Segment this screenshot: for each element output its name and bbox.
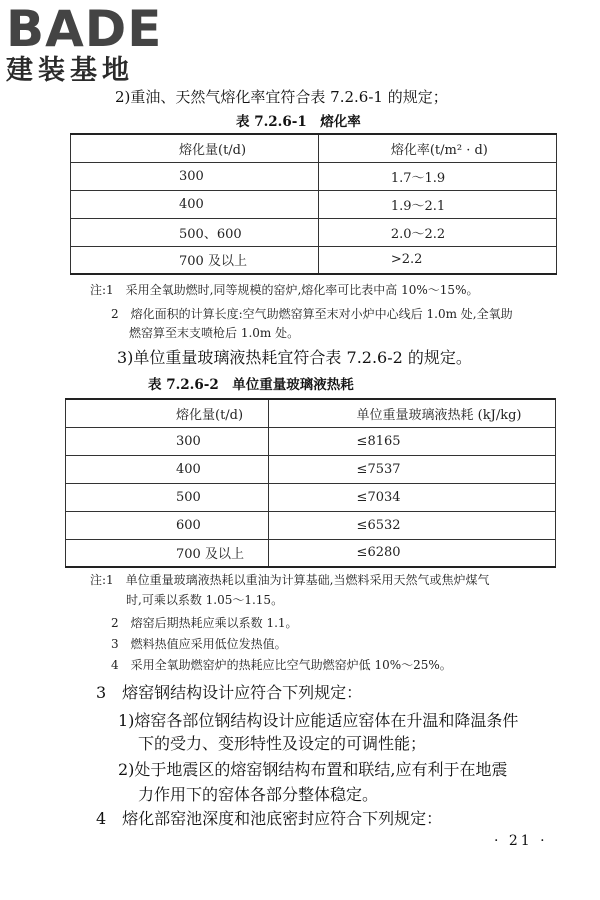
note-line: 2 熔窑后期热耗应乘以系数 1.1。 — [111, 616, 298, 630]
intro-line: 2)重油、天然气熔化率宜符合表 7.2.6-1 的规定； — [115, 88, 448, 106]
table-cell: 600 — [66, 511, 269, 539]
table2-caption: 表 7.2.6-2 单位重量玻璃液热耗 — [148, 377, 354, 393]
table-cell: ≤6280 — [268, 539, 555, 567]
table-row — [66, 455, 556, 483]
table-cell: 1.7～1.9 — [318, 162, 556, 190]
section3-heading: 3 熔窑钢结构设计应符合下列规定： — [96, 683, 363, 702]
table-row — [66, 483, 556, 511]
table-row — [66, 427, 556, 455]
logo-subtitle: 建装基地 — [6, 55, 134, 86]
table-cell: 300 — [66, 427, 269, 455]
table-cell: 700 及以上 — [66, 539, 269, 567]
table-row — [66, 539, 556, 567]
table-heat-consumption — [65, 398, 556, 568]
table-row — [71, 246, 557, 274]
table-row — [71, 162, 557, 190]
page-number: · 21 · — [494, 833, 548, 849]
table-cell: 700 及以上 — [71, 246, 319, 274]
item3-line: 3)单位重量玻璃液热耗宜符合表 7.2.6-2 的规定。 — [117, 348, 472, 367]
table-header-cell: 熔化量(t/d) — [66, 399, 269, 427]
table1-caption: 表 7.2.6-1 熔化率 — [236, 114, 361, 130]
table-header-row — [66, 399, 556, 427]
table-cell: 500、600 — [71, 218, 319, 246]
section3-line: 力作用下的窑体各部分整体稳定。 — [138, 785, 379, 804]
table-header-cell: 熔化量(t/d) — [71, 134, 319, 162]
brand-logo — [6, 0, 163, 86]
table-cell: ≤7537 — [268, 455, 555, 483]
note-line: 注:1 单位重量玻璃液热耗以重油为计算基础,当燃料采用天然气或焦炉煤气 — [90, 573, 490, 587]
table-row — [71, 218, 557, 246]
table-cell: >2.2 — [318, 246, 556, 274]
table-cell: 2.0～2.2 — [318, 218, 556, 246]
note-line: 3 燃料热值应采用低位发热值。 — [111, 637, 287, 651]
table-cell: 500 — [66, 483, 269, 511]
table-cell: 400 — [71, 190, 319, 218]
table-cell: 400 — [66, 455, 269, 483]
section3-line: 1)熔窑各部位钢结构设计应能适应窑体在升温和降温条件 — [118, 711, 519, 730]
table-header-cell: 熔化率(t/m² · d) — [318, 134, 556, 162]
table-row — [71, 190, 557, 218]
logo-wordmark: BADE — [6, 0, 163, 58]
table-cell: 300 — [71, 162, 319, 190]
note-line: 时,可乘以系数 1.05～1.15。 — [126, 593, 284, 607]
note-line: 注:1 采用全氧助燃时,同等规模的窑炉,熔化率可比表中高 10%～15%。 — [90, 283, 479, 297]
table-cell: ≤7034 — [268, 483, 555, 511]
table-cell: ≤6532 — [268, 511, 555, 539]
section3-line: 2)处于地震区的熔窑钢结构布置和联结,应有利于在地震 — [118, 760, 508, 779]
table-header-cell: 单位重量玻璃液热耗 (kJ/kg) — [268, 399, 555, 427]
section3-line: 下的受力、变形特性及设定的可调性能； — [138, 734, 427, 753]
table-header-row — [71, 134, 557, 162]
note-line: 燃窑算至末支喷枪后 1.0m 处。 — [129, 326, 300, 340]
table-cell: ≤8165 — [268, 427, 555, 455]
note-line: 4 采用全氧助燃窑炉的热耗应比空气助燃窑炉低 10%～25%。 — [111, 658, 452, 672]
table-row — [66, 511, 556, 539]
table-melting-rate — [70, 133, 557, 275]
note-line: 2 熔化面积的计算长度:空气助燃窑算至末对小炉中心线后 1.0m 处,全氧助 — [111, 307, 513, 321]
section4-heading: 4 熔化部窑池深度和池底密封应符合下列规定： — [96, 809, 443, 828]
table-cell: 1.9～2.1 — [318, 190, 556, 218]
